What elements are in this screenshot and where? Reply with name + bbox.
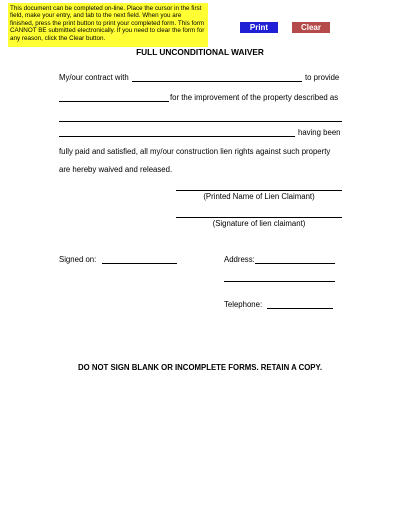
signature-caption: (Signature of lien claimant) (212, 219, 306, 228)
signature-field[interactable] (176, 217, 342, 218)
contract-with-label: My/our contract with (59, 73, 129, 82)
contractor-name-field[interactable] (132, 81, 302, 82)
address-field-2[interactable] (224, 281, 335, 282)
property-description-field-1[interactable] (59, 121, 342, 122)
printed-name-field[interactable] (176, 190, 342, 191)
address-label: Address: (224, 255, 255, 264)
having-been-label: having been (298, 128, 341, 137)
property-description-field-2[interactable] (59, 136, 295, 137)
telephone-label: Telephone: (224, 300, 263, 309)
clear-button[interactable]: Clear (292, 22, 330, 33)
services-field[interactable] (59, 101, 169, 102)
instructions-note: This document can be completed on-line. Place the cursor in the first field, make your entry, and tab to the next field. When you are finished, press the print button to print your completed form. This form CANNOT BE submitted electronically. If you need to clear the form for any reason, click the Clear button. (8, 3, 208, 47)
signed-on-label: Signed on: (59, 255, 97, 264)
to-provide-label: to provide (305, 73, 340, 82)
telephone-field[interactable] (267, 308, 333, 309)
improvement-label: for the improvement of the property described as (170, 93, 339, 102)
form-title: FULL UNCONDITIONAL WAIVER (136, 47, 264, 57)
footer-warning: DO NOT SIGN BLANK OR INCOMPLETE FORMS. RETAIN A COPY. (77, 363, 323, 372)
fully-paid-text: fully paid and satisfied, all my/our construction lien rights against such property (59, 147, 331, 156)
print-button[interactable]: Print (240, 22, 278, 33)
address-field-1[interactable] (255, 263, 335, 264)
printed-name-caption: (Printed Name of Lien Claimant) (203, 192, 315, 201)
waived-text: are hereby waived and released. (59, 165, 173, 174)
signed-on-field[interactable] (102, 263, 177, 264)
